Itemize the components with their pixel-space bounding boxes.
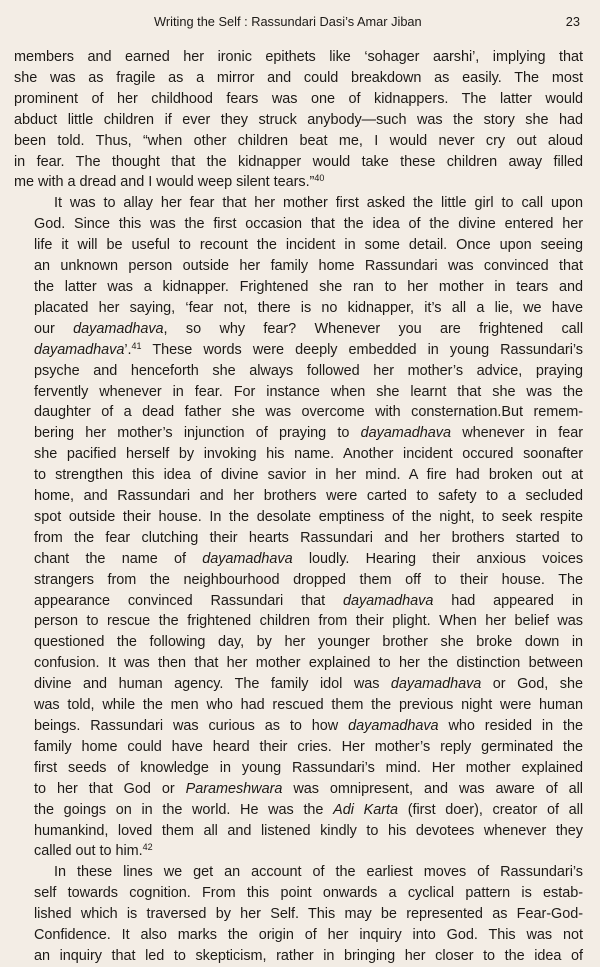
text-line: prominent of her childhood fears was one of kidnappers. The latter would	[14, 90, 583, 107]
text-line: confusion. It was then that her mother explained to her the distinction between	[34, 655, 583, 672]
text-line	[14, 674, 583, 695]
text-line	[14, 319, 583, 340]
text-line: an inquiry that led to skepticism, rather in bringing her closer to the idea of	[34, 947, 583, 964]
text-line: person to rescue the frightened children from their plight. When her belief was	[34, 613, 583, 630]
text-fragment: (first doer), creator of all	[398, 801, 583, 818]
text-fragment: our	[34, 320, 55, 337]
text-line: fervently whenever in fear. For instance when she learnt that she was the	[34, 383, 583, 400]
text-fragment: divine and human agency. The family idol was	[34, 676, 380, 693]
italic-term: dayamadhava	[202, 550, 293, 567]
text-line: she pacified herself by invoking his name. Another incident occured soonafter	[34, 446, 583, 463]
text-fragment: , so why fear? Whenever you are frightened call	[163, 320, 583, 337]
text-fragment: whenever in fear	[450, 425, 583, 442]
text-line: lished which is traversed by her Self. This may be represented as Fear-God-	[34, 906, 583, 923]
running-header	[14, 11, 584, 33]
text-line: she was as fragile as a mirror and could breakdown as easily. The most	[14, 69, 583, 86]
footnote-marker: 42	[142, 842, 153, 853]
text-line	[14, 423, 583, 444]
text-fragment: or God, she	[481, 676, 583, 693]
text-line: first seeds of knowledge in young Rassundari’s mind. Her mother explained	[34, 759, 583, 776]
text-fragment: called out to him.	[34, 843, 143, 860]
italic-term: dayamadhava	[348, 718, 439, 734]
text-fragment: to her that God or	[34, 780, 175, 797]
text-fragment: These words were deeply embedded in young Rassundari’s	[141, 341, 583, 358]
footnote-marker: 40	[314, 173, 325, 184]
text-line: from the fear clutching their hearts Rassundari and her brothers started to	[34, 529, 583, 546]
text-line	[14, 841, 583, 862]
text-fragment: appearance convinced Rassundari that	[34, 592, 326, 609]
text-fragment: chant the name of	[34, 550, 186, 567]
text-line: placated her saying, ‘fear not, there is no kidnapper, it’s all a lie, we have	[34, 299, 583, 316]
paragraph-1	[14, 47, 583, 193]
text-line: Confidence. It also marks the origin of her inquiry into God. This was not	[34, 927, 583, 944]
text-line	[14, 591, 583, 612]
text-line: God. Since this was the first occasion that the idea of the divine entered her	[34, 216, 583, 233]
italic-term: dayamadhava	[390, 676, 482, 693]
text-fragment: had appeared in	[433, 592, 583, 609]
text-line	[14, 172, 583, 193]
text-line: the latter was a kidnapper. Frightened she ran to her mother in tears and	[34, 278, 583, 295]
text-fragment: was omnipresent, and was aware of all	[282, 780, 583, 797]
text-line: spot outside their house. In the desolate emptiness of the night, to seek respite	[34, 508, 583, 525]
text-fragment: ’.	[124, 341, 132, 358]
text-line	[14, 800, 583, 821]
text-line: to strengthen this idea of divine savior in her mind. A fire had broken out at	[34, 467, 583, 484]
italic-term: dayamadhava	[73, 320, 164, 337]
text-line: life it will be useful to recount the incident in some detail. Once upon seeing	[34, 237, 583, 254]
running-title: Writing the Self : Rassundari Dasi’s Amar Jiban	[154, 14, 422, 29]
text-fragment: loudly. Hearing their anxious voices	[292, 550, 584, 567]
italic-term: Adi Karta	[333, 801, 398, 818]
text-line: was told, while the men who had rescued them the previous night were human	[34, 697, 583, 714]
text-line: psyche and henceforth she always followed her mother’s advice, praying	[34, 362, 583, 379]
text-fragment: beings. Rassundari was curious as to how	[34, 718, 339, 734]
paragraph-2	[14, 193, 583, 862]
text-line: It was to allay her fear that her mother first asked the little girl to call upon	[54, 195, 583, 212]
italic-term: dayamadhava	[360, 425, 451, 442]
italic-term: dayamadhava	[34, 341, 125, 358]
text-fragment: bering her mother’s injunction of praying to	[34, 425, 350, 442]
text-line	[14, 340, 583, 361]
text-fragment: me with a dread and I would weep silent tears.”	[14, 174, 315, 191]
body-text	[14, 47, 583, 967]
text-line: members and earned her ironic epithets like ‘sohager aarshi’, implying that	[14, 49, 583, 65]
text-line	[14, 779, 583, 800]
text-line: been told. Thus, “when other children beat me, I would never cry out aloud	[14, 132, 583, 149]
footnote-marker: 41	[131, 340, 142, 351]
italic-term: dayamadhava	[342, 592, 434, 609]
text-line: home, and Rassundari and her brothers were carted to safety to a secluded	[34, 488, 583, 505]
text-fragment: who resided in the	[438, 718, 583, 734]
text-line: daughter of a dead father she was overcome with consternation.But remem-	[34, 404, 583, 421]
text-line: humankind, loved them all and listened kindly to his devotees whenever they	[34, 822, 583, 839]
text-line: an unknown person outside her family home Rassundari was convinced that	[34, 258, 583, 275]
text-line: strangers from the neighbourhood dropped them off to their house. The	[34, 571, 583, 588]
text-line: In these lines we get an account of the earliest moves of Rassundari’s	[54, 864, 583, 881]
text-line: questioned the following day, by her younger brother she broke down in	[34, 634, 583, 651]
text-line: self towards cognition. From this point onwards a cyclical pattern is estab-	[34, 885, 583, 902]
text-line: family home could have heard their cries. Her mother’s reply germinated the	[34, 738, 583, 755]
paragraph-3	[14, 862, 583, 967]
text-line	[14, 549, 583, 570]
text-line: abduct little children if ever they struck anybody—such was the story she had	[14, 111, 583, 128]
text-line: in fear. The thought that the kidnapper would take these children away filled	[14, 153, 583, 170]
text-line	[14, 716, 583, 737]
text-fragment: the goings on in the world. He was the	[34, 801, 324, 818]
italic-term: Parameshwara	[185, 780, 283, 797]
page-number: 23	[565, 14, 580, 29]
